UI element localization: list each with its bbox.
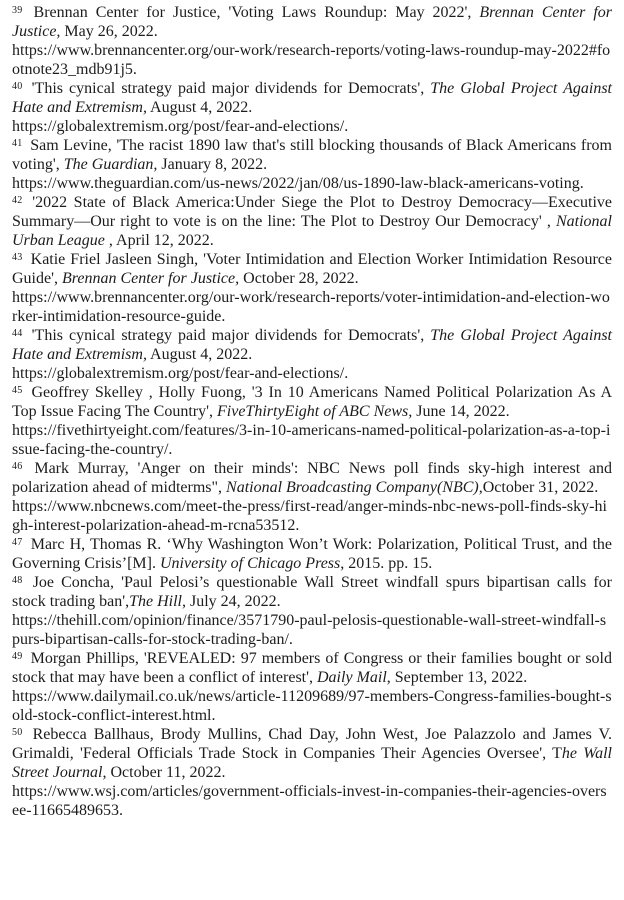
footnote bbox=[12, 725, 612, 820]
citation-url: https://www.brennancenter.org/our-work/research-reports/voting-laws-roundup-may-2022#footnote23_mdb91j5. bbox=[12, 42, 611, 78]
footnote-text: Marc H, Thomas R. ‘Why Washington Won’t Work: Polarization, Political Trust, and the Governing Crisis’[M]. University of Chicago Press, 2015. pp. 15. bbox=[12, 536, 612, 572]
citation-url: https://globalextremism.org/post/fear-and-elections/. bbox=[12, 118, 349, 135]
footnote bbox=[12, 79, 612, 136]
footnote bbox=[12, 383, 612, 459]
source-title: he Wall Street Journal, bbox=[12, 745, 613, 781]
footnote-number: 45 bbox=[12, 385, 23, 396]
footnote-text: Brennan Center for Justice, 'Voting Laws Roundup: May 2022', Brennan Center for Justice, May 26, 2022. https://www.brennancenter.org/our-work/research-reports/voting-laws-roundup-may-2022#footnote23_mdb91j5. bbox=[12, 4, 612, 78]
source-title: Brennan Center for Justice, bbox=[12, 4, 612, 40]
source-title: The Global Project Against Hate and Extremism, bbox=[12, 80, 612, 116]
citation-url: https://thehill.com/opinion/finance/3571790-paul-pelosis-questionable-wall-street-windfall-spurs-bipartisan-calls-for-stock-trading-ban/. bbox=[12, 612, 607, 648]
footnote-number: 41 bbox=[12, 138, 23, 149]
footnote bbox=[12, 250, 612, 326]
footnote-text: 'This cynical strategy paid major dividends for Democrats', The Global Project Against Hate and Extremism, August 4, 2022. https://globalextremism.org/post/fear-and-elections/. bbox=[12, 327, 612, 382]
footnote-number: 49 bbox=[12, 651, 23, 662]
source-title: The Hill, bbox=[129, 593, 186, 610]
citation-url: https://fivethirtyeight.com/features/3-in-10-americans-named-political-polarization-as-a-top-issue-facing-the-country/. bbox=[12, 422, 611, 458]
source-title: Brennan Center for Justice, bbox=[61, 270, 240, 287]
footnote bbox=[12, 193, 612, 250]
footnote-number: 43 bbox=[12, 252, 23, 263]
footnotes-section bbox=[12, 3, 612, 820]
footnote bbox=[12, 459, 612, 535]
source-title: FiveThirtyEight of ABC News, bbox=[217, 403, 413, 420]
footnote-text: Mark Murray, 'Anger on their minds': NBC News poll finds sky-high interest and polarization ahead of midterms", National Broadcasting Company(NBC),October 31, 2022. https://www.nbcnews.com/meet-the-press/first-read/anger-minds-nbc-news-poll-finds-sky-high-interest-polarization-ahead-m-rcna53512. bbox=[12, 460, 612, 534]
source-title: The Guardian, bbox=[63, 156, 158, 173]
footnote-number: 50 bbox=[12, 727, 23, 738]
citation-url: https://www.nbcnews.com/meet-the-press/first-read/anger-minds-nbc-news-poll-finds-sky-high-interest-polarization-ahead-m-rcna53512. bbox=[12, 498, 607, 534]
source-title: National Urban League bbox=[12, 213, 612, 249]
footnote bbox=[12, 136, 612, 193]
source-title: National Broadcasting Company(NBC), bbox=[226, 479, 483, 496]
footnote-number: 47 bbox=[12, 537, 23, 548]
footnote-text: Sam Levine, 'The racist 1890 law that's still blocking thousands of Black Americans from voting', The Guardian, January 8, 2022. https://www.theguardian.com/us-news/2022/jan/08/us-1890-law-black-americans-voting. bbox=[12, 137, 612, 192]
footnote-text: Morgan Phillips, 'REVEALED: 97 members of Congress or their families bought or sold stock that may have been a conflict of interest', Daily Mail, September 13, 2022. https://www.dailymail.co.uk/news/article-11209689/97-members-Congress-families-bought-sold-stock-conflict-interest.html. bbox=[12, 650, 612, 724]
footnote-text: 'This cynical strategy paid major dividends for Democrats', The Global Project Against Hate and Extremism, August 4, 2022. https://globalextremism.org/post/fear-and-elections/. bbox=[12, 80, 612, 135]
source-title: University of Chicago Press bbox=[159, 555, 341, 572]
citation-url: https://www.theguardian.com/us-news/2022/jan/08/us-1890-law-black-americans-voting. bbox=[12, 175, 584, 192]
footnote-text: '2022 State of Black America:Under Siege the Plot to Destroy Democracy—Executive Summary—Our right to vote is on the line: The Plot to Destroy Our Democracy' , National Urban League , April 12, 2022. bbox=[12, 194, 612, 249]
source-title: Daily Mail bbox=[317, 669, 387, 686]
footnote-number: 40 bbox=[12, 81, 23, 92]
footnote bbox=[12, 535, 612, 573]
footnote-number: 44 bbox=[12, 328, 23, 339]
footnote-number: 39 bbox=[12, 5, 23, 16]
footnote-text: Joe Concha, 'Paul Pelosi’s questionable Wall Street windfall spurs bipartisan calls for stock trading ban',The Hill, July 24, 2022. https://thehill.com/opinion/finance/3571790-paul-pelosis-questionable-wall-street-windfall-spurs-bipartisan-calls-for-stock-trading-ban/. bbox=[12, 574, 612, 648]
footnote-text: Katie Friel Jasleen Singh, 'Voter Intimidation and Election Worker Intimidation Resource Guide', Brennan Center for Justice, October 28, 2022. https://www.brennancenter.org/our-work/research-reports/voter-intimidation-and-election-worker-intimidation-resource-guide. bbox=[12, 251, 612, 325]
citation-url: https://globalextremism.org/post/fear-and-elections/. bbox=[12, 365, 349, 382]
source-title: The Global Project Against Hate and Extremism, bbox=[12, 327, 612, 363]
footnote bbox=[12, 326, 612, 383]
footnote bbox=[12, 3, 612, 79]
citation-url: https://www.brennancenter.org/our-work/research-reports/voter-intimidation-and-election-worker-intimidation-resource-guide. bbox=[12, 289, 610, 325]
footnote-number: 42 bbox=[12, 195, 23, 206]
citation-url: https://www.wsj.com/articles/government-officials-invest-in-companies-their-agencies-oversee-11665489653. bbox=[12, 783, 607, 819]
footnote-number: 46 bbox=[12, 461, 23, 472]
footnote-text: Rebecca Ballhaus, Brody Mullins, Chad Day, John West, Joe Palazzolo and James V. Grimaldi, 'Federal Officials Trade Stock in Companies Their Agencies Oversee', The Wall Street Journal, October 11, 2022. https://www.wsj.com/articles/government-officials-invest-in-companies-their-agencies-oversee-11665489653. bbox=[12, 726, 613, 819]
footnote bbox=[12, 573, 612, 649]
citation-url: https://www.dailymail.co.uk/news/article-11209689/97-members-Congress-families-bought-sold-stock-conflict-interest.html. bbox=[12, 688, 612, 724]
footnote-text: Geoffrey Skelley , Holly Fuong, '3 In 10 Americans Named Political Polarization As A Top Issue Facing The Country', FiveThirtyEight of ABC News, June 14, 2022. https://fivethirtyeight.com/features/3-in-10-americans-named-political-polarization-as-a-top-issue-facing-the-country/. bbox=[12, 384, 612, 458]
footnote-number: 48 bbox=[12, 575, 23, 586]
footnote bbox=[12, 649, 612, 725]
